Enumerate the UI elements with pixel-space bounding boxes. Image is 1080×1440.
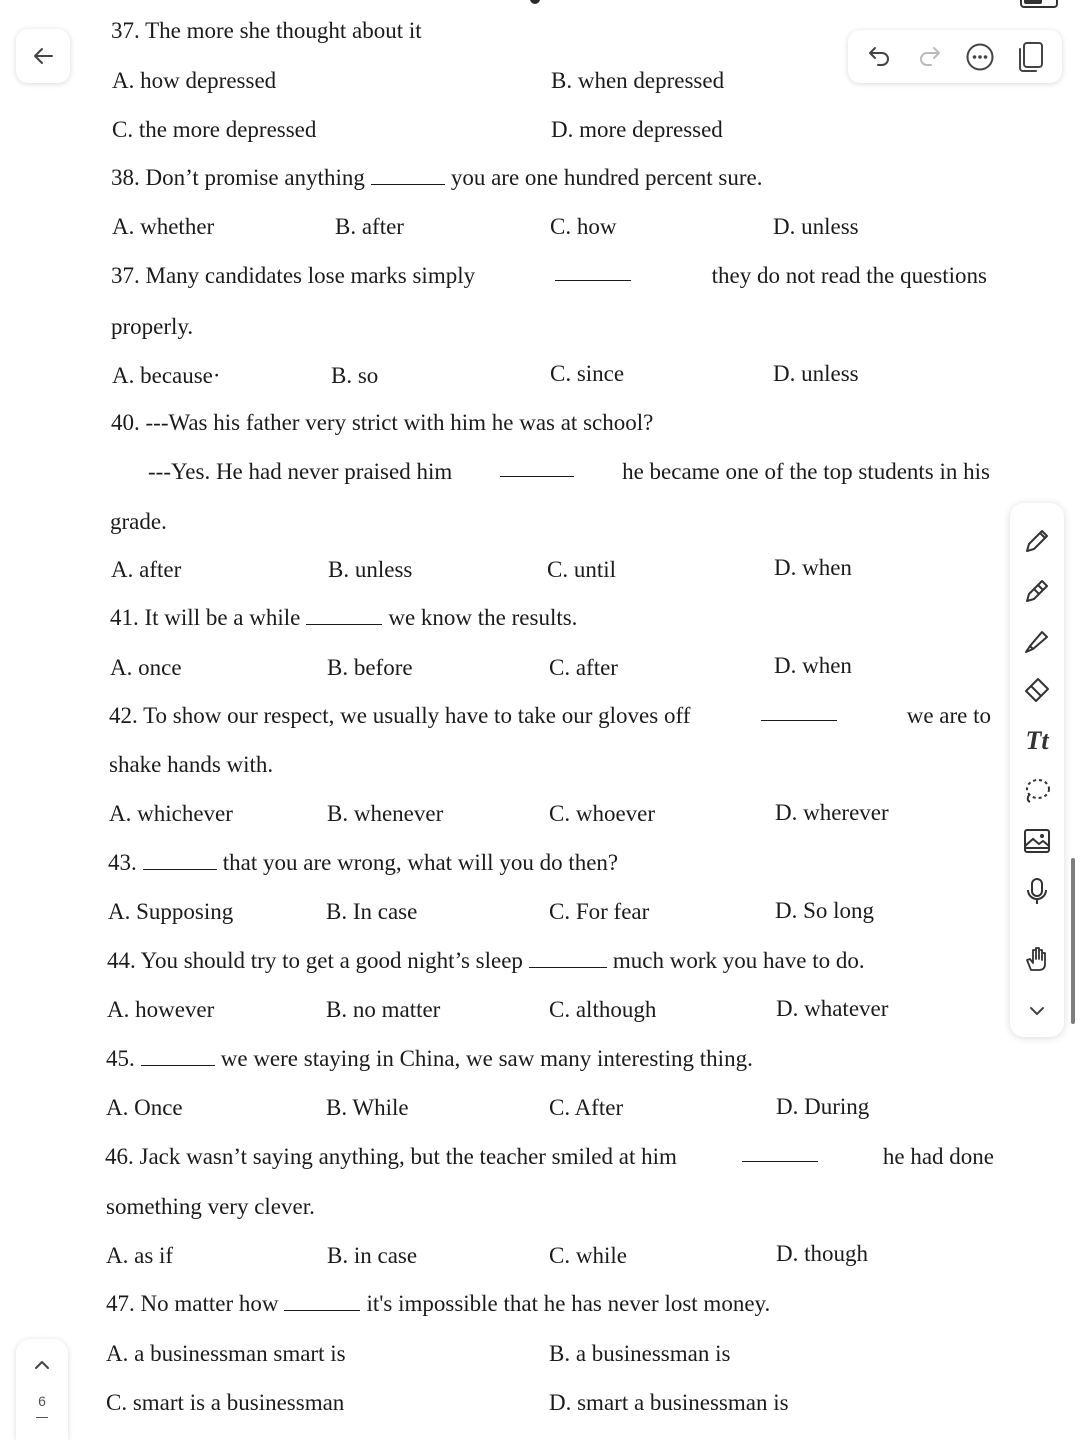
option-b: B. unless: [328, 557, 413, 582]
pages-button[interactable]: [1013, 39, 1049, 75]
option-a: A. whichever: [109, 801, 233, 826]
stem-text: it's impossible that he has never lost money.: [366, 1291, 771, 1316]
question-stem: [111, 164, 763, 192]
question-stem: [108, 849, 618, 877]
option-b: B. whenever: [327, 801, 444, 826]
stem-text: we are to: [906, 703, 991, 728]
option-a: A. a businessman smart is: [106, 1341, 346, 1366]
option-b: B. before: [327, 655, 413, 680]
option-b: B. after: [335, 214, 404, 239]
lasso-icon: [1022, 776, 1052, 806]
stem-text: we know the results.: [388, 605, 578, 630]
eraser-tool[interactable]: [1019, 671, 1055, 707]
option-d: D. more depressed: [551, 117, 723, 142]
option-d: D. smart a businessman is: [549, 1390, 789, 1415]
option-c: C. After: [549, 1095, 624, 1120]
page-number: 6: [38, 1393, 46, 1409]
option-c: C. smart is a businessman: [106, 1390, 345, 1415]
top-toolbar: [848, 30, 1062, 83]
stem-text: ---Yes. He had never praised him: [148, 459, 453, 484]
highlighter-icon: [1022, 626, 1052, 656]
option-c: C. whoever: [549, 801, 656, 826]
question-stem: 37. The more she thought about it: [111, 18, 422, 43]
stem-text: 37. Many candidates lose marks simply: [111, 263, 476, 288]
question-stem: [106, 1045, 753, 1073]
highlighter-tool[interactable]: [1019, 623, 1055, 659]
stem-text: 46. Jack wasn’t saying anything, but the teacher smiled at him: [105, 1144, 677, 1169]
chevron-up-icon[interactable]: [32, 1355, 52, 1375]
option-d: D. unless: [773, 214, 859, 239]
arrow-left-icon: [30, 43, 56, 69]
option-d: D. when: [774, 555, 852, 580]
option-b: B. In case: [326, 899, 418, 924]
pen-icon: [1022, 526, 1052, 556]
question-reply: [148, 458, 990, 486]
answer-blank: [555, 262, 631, 281]
option-a: A. after: [111, 557, 182, 582]
collapse-button[interactable]: [1019, 993, 1055, 1029]
option-a: A. how depressed: [112, 68, 277, 93]
stem-text: he became one of the top students in his: [622, 459, 990, 484]
stem-text: 44. You should try to get a good night’s sleep: [107, 948, 523, 973]
stem-text: 47. No matter how: [106, 1291, 279, 1316]
option-c: C. the more depressed: [112, 117, 317, 142]
answer-blank: [742, 1143, 818, 1162]
stem-text: 38. Don’t promise anything: [111, 165, 365, 190]
undo-button[interactable]: [861, 39, 897, 75]
more-icon: [965, 42, 995, 72]
answer-blank: [371, 166, 445, 185]
mic-tool[interactable]: [1019, 873, 1055, 909]
pages-icon: [1016, 41, 1046, 73]
redo-icon: [917, 44, 943, 70]
question-stem: [109, 702, 991, 730]
stem-continuation: properly.: [111, 314, 194, 339]
option-d: D. when: [774, 653, 852, 678]
answer-blank: [143, 851, 217, 870]
stem-text: 41. It will be a while: [110, 605, 301, 630]
option-c: C. after: [549, 655, 618, 680]
stem-continuation: something very clever.: [106, 1194, 315, 1219]
option-c: C. although: [549, 997, 657, 1022]
question-stem: [110, 604, 577, 632]
option-b: B. when depressed: [551, 68, 725, 93]
option-b: B. While: [326, 1095, 409, 1120]
answer-blank: [284, 1292, 360, 1311]
option-c: C. how: [550, 214, 617, 239]
question-stem: [106, 1290, 770, 1318]
question-stem: [105, 1143, 994, 1171]
stem-text: you are one hundred percent sure.: [450, 165, 763, 190]
answer-blank: [141, 1047, 215, 1066]
text-icon: Tt: [1025, 726, 1049, 755]
image-icon: [1022, 826, 1052, 856]
stem-text: they do not read the questions: [711, 263, 987, 288]
more-button[interactable]: [962, 39, 998, 75]
answer-blank: [529, 949, 607, 968]
stem-text: 43.: [108, 850, 137, 875]
option-c: C. since: [550, 361, 625, 386]
question-stem: 40. ---Was his father very strict with him he was at school?: [111, 410, 654, 435]
page-separator: [36, 1417, 48, 1418]
stem-continuation: shake hands with.: [109, 752, 274, 777]
image-tool[interactable]: [1019, 823, 1055, 859]
answer-blank: [761, 702, 837, 721]
lasso-tool[interactable]: [1019, 773, 1055, 809]
option-b: B. in case: [327, 1243, 418, 1268]
back-button[interactable]: [16, 29, 70, 83]
question-stem: [111, 262, 987, 290]
hand-tool[interactable]: [1019, 941, 1055, 977]
option-b: B. a businessman is: [549, 1341, 731, 1366]
option-a: A. once: [110, 655, 182, 680]
option-d: D. wherever: [775, 800, 889, 825]
option-a: A. whether: [112, 214, 215, 239]
marker-tool[interactable]: [1019, 573, 1055, 609]
option-d: D. though: [776, 1241, 868, 1266]
option-b: B. so: [331, 363, 379, 388]
option-a: A. as if: [106, 1243, 174, 1268]
stem-text: much work you have to do.: [612, 948, 865, 973]
option-c: C. while: [549, 1243, 627, 1268]
undo-icon: [866, 44, 892, 70]
option-c: C. until: [547, 557, 617, 582]
stem-text: 42. To show our respect, we usually have to take our gloves off: [109, 703, 691, 728]
hand-icon: [1022, 944, 1052, 974]
stem-text: that you are wrong, what will you do then?: [222, 850, 619, 875]
pen-tool[interactable]: [1019, 523, 1055, 559]
page-navigator[interactable]: [16, 1339, 68, 1440]
option-d: D. So long: [775, 898, 875, 923]
answer-blank: [500, 458, 574, 477]
stem-text: 45.: [106, 1046, 135, 1071]
option-c: C. For fear: [549, 899, 650, 924]
scrollbar[interactable]: [1071, 858, 1075, 1024]
option-b: B. no matter: [326, 997, 441, 1022]
stem-text: he had done: [882, 1144, 994, 1169]
answer-blank: [306, 606, 382, 625]
option-a: A. Supposing: [108, 899, 234, 924]
option-a: A. because·: [112, 363, 221, 388]
side-tool-panel: [1010, 503, 1064, 1037]
option-a: A. Once: [106, 1095, 183, 1120]
marker-icon: [1022, 576, 1052, 606]
collapse-icon: [1027, 1001, 1047, 1021]
text-tool[interactable]: [1019, 723, 1055, 759]
redo-button[interactable]: [912, 39, 948, 75]
option-d: D. unless: [773, 361, 859, 386]
stem-text: we were staying in China, we saw many interesting thing.: [220, 1046, 753, 1071]
option-d: D. During: [776, 1094, 870, 1119]
option-a: A. however: [107, 997, 215, 1022]
stem-continuation: grade.: [110, 509, 167, 534]
mic-icon: [1022, 876, 1052, 906]
question-stem: [107, 947, 865, 975]
eraser-icon: [1022, 674, 1052, 704]
option-d: D. whatever: [776, 996, 889, 1021]
